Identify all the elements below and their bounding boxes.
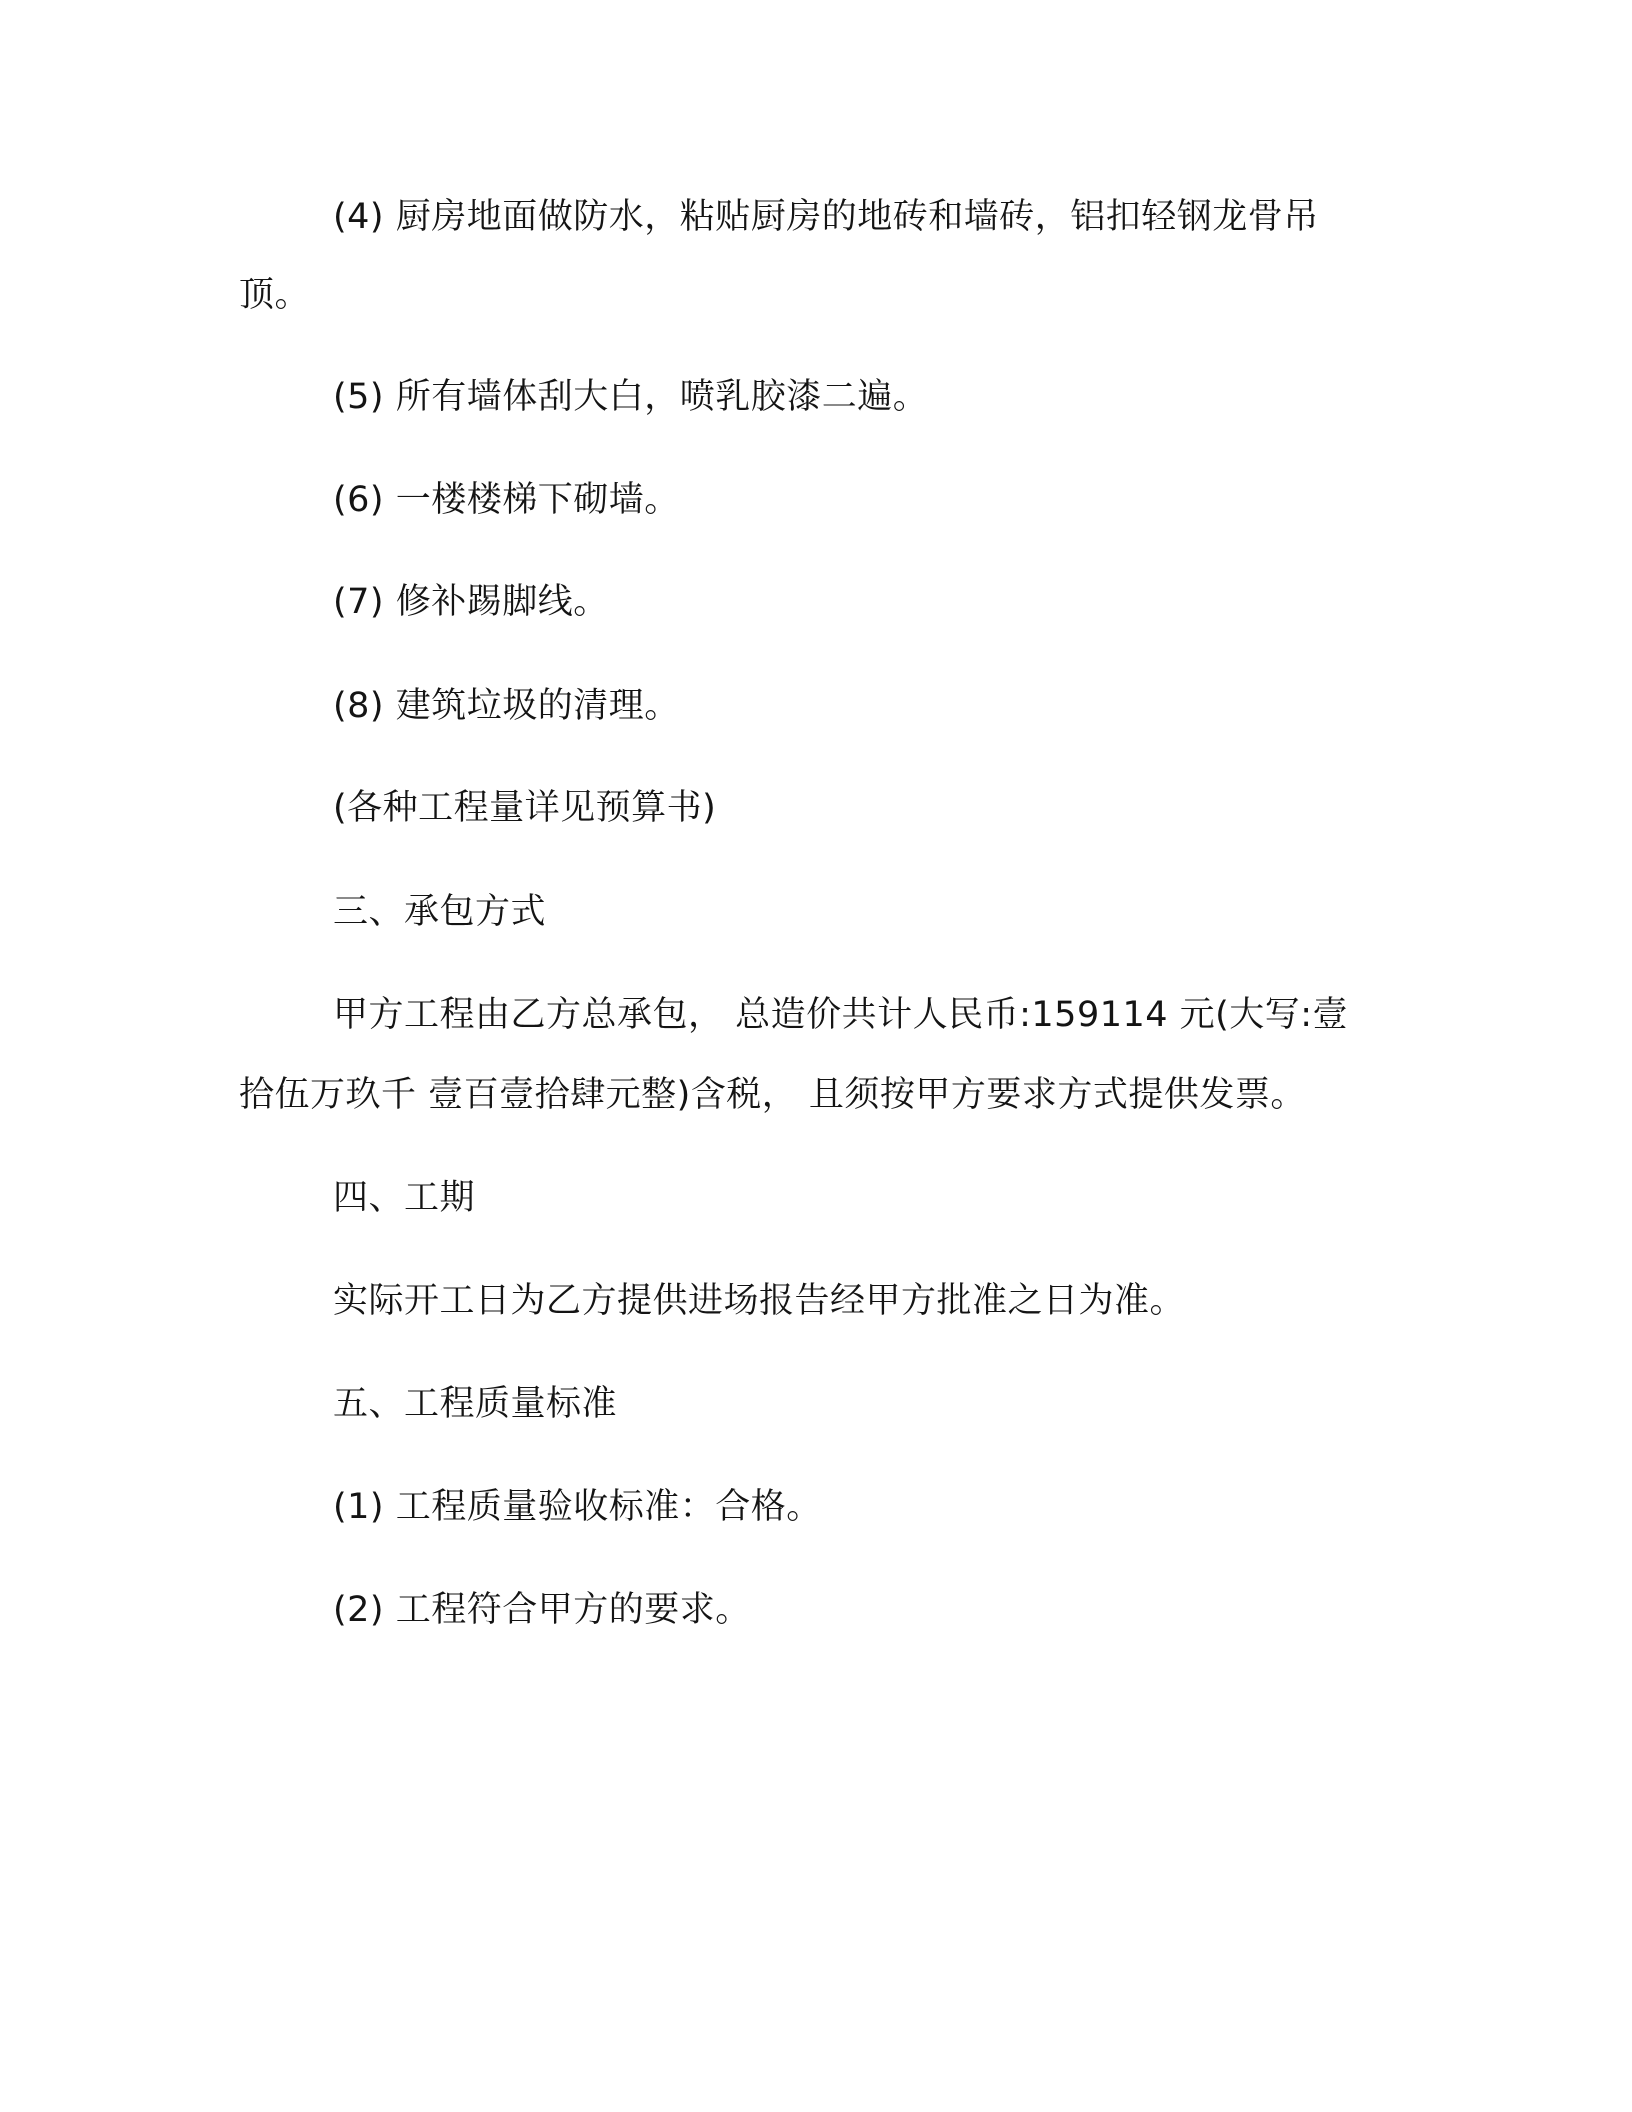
item-8: (8) 建筑垃圾的清理。	[333, 686, 680, 726]
contract-price-line-1: 甲方工程由乙方总承包， 总造价共计人民币:159114 元(大写:壹	[333, 995, 1349, 1035]
contract-price-line-2: 拾伍万玖千 壹百壹拾肆元整)含税， 且须按甲方要求方式提供发票。	[239, 1075, 1306, 1115]
item-4-line-2: 顶。	[239, 275, 311, 315]
budget-note: (各种工程量详见预算书)	[333, 788, 717, 828]
quality-item-1: (1) 工程质量验收标准：合格。	[333, 1487, 822, 1527]
item-6: (6) 一楼楼梯下砌墙。	[333, 480, 680, 520]
quality-item-2: (2) 工程符合甲方的要求。	[333, 1590, 751, 1630]
section-5-heading: 五、工程质量标准	[333, 1384, 618, 1424]
section-4-heading: 四、工期	[333, 1178, 476, 1218]
item-7: (7) 修补踢脚线。	[333, 582, 609, 622]
item-4-line-1: (4) 厨房地面做防水，粘贴厨房的地砖和墙砖，铝扣轻钢龙骨吊	[333, 197, 1319, 237]
section-3-heading: 三、承包方式	[333, 892, 547, 932]
start-date-paragraph: 实际开工日为乙方提供进场报告经甲方批准之日为准。	[333, 1281, 1186, 1321]
item-5: (5) 所有墙体刮大白，喷乳胶漆二遍。	[333, 377, 929, 417]
